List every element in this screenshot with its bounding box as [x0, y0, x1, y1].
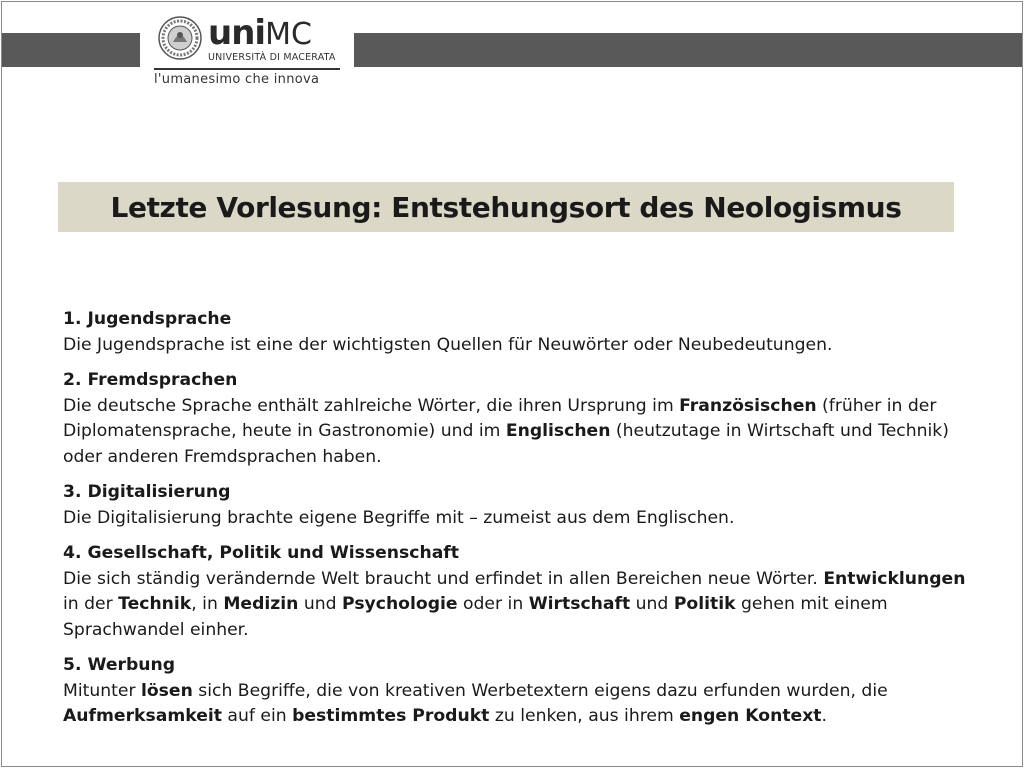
university-seal-icon	[158, 16, 202, 60]
brand-uni: uni	[208, 13, 266, 53]
item-heading: 1. Jugendsprache	[63, 309, 232, 329]
item-text: Die Digitalisierung brachte eigene Begriffe mit – zumeist aus dem Englischen.	[63, 507, 735, 528]
list-item	[63, 368, 968, 470]
item-text: und	[298, 594, 343, 614]
brand-mc: MC	[265, 17, 312, 52]
header-band-right	[354, 33, 1022, 67]
item-heading: 2. Fremdsprachen	[63, 370, 238, 390]
item-text: sich Begriffe, die von kreativen Werbetextern eigens dazu erfunden wurden, die	[192, 680, 888, 701]
item-text: Die sich ständig verändernde Welt braucht und erfindet in allen Bereichen neue Wörter.	[63, 568, 824, 589]
logo-tagline: l'umanesimo che innova	[154, 72, 320, 87]
item-heading: 4. Gesellschaft, Politik und Wissenschaft	[63, 543, 459, 563]
item-bold-text: lösen	[140, 680, 193, 701]
item-bold-text: Aufmerksamkeit	[63, 706, 222, 726]
brand-wordmark	[208, 13, 312, 53]
item-text: , in	[191, 594, 224, 614]
item-text: oder in	[457, 594, 529, 614]
item-bold-text: Politik	[673, 594, 736, 614]
list-item	[63, 480, 968, 531]
list-item	[63, 541, 968, 643]
item-text: Mitunter	[63, 680, 141, 701]
slide-title: Letzte Vorlesung: Entstehungsort des Neologismus	[110, 190, 902, 224]
item-text: Die Jugendsprache ist eine der wichtigsten Quellen für Neuwörter oder Neubedeutungen.	[63, 334, 833, 355]
item-text: .	[821, 706, 827, 726]
item-heading: 5. Werbung	[63, 655, 176, 675]
item-bold-text: bestimmtes Produkt	[292, 706, 490, 726]
item-bold-text: engen Kontext	[679, 706, 822, 726]
item-text: (früher in der Diplomatensprache, heute in Gastronomie) und im	[63, 395, 937, 441]
item-bold-text: Entwicklungen	[823, 568, 966, 589]
header-band-left	[2, 33, 140, 67]
item-bold-text: Technik	[118, 594, 192, 614]
list-item	[63, 653, 968, 730]
title-bar	[58, 182, 954, 232]
item-bold-text: Medizin	[223, 594, 299, 614]
item-text: auf ein	[221, 706, 293, 726]
item-text: gehen mit einem Sprachwandel einher.	[63, 594, 888, 640]
list-item	[63, 307, 968, 358]
item-bold-text: Wirtschaft	[528, 594, 631, 614]
item-text: und	[630, 594, 674, 614]
unimc-logo	[150, 12, 346, 92]
item-bold-text: Englischen	[505, 421, 611, 441]
item-text: zu lenken, aus ihrem	[489, 706, 680, 726]
item-bold-text: Psychologie	[342, 594, 458, 614]
item-text: Die deutsche Sprache enthält zahlreiche Wörter, die ihren Ursprung im	[63, 395, 680, 416]
item-heading: 3. Digitalisierung	[63, 482, 231, 502]
logo-divider	[154, 68, 340, 70]
item-text: (heutzutage in Wirtschaft und Technik) oder anderen Fremdsprachen haben.	[63, 421, 949, 467]
slide-content	[63, 307, 968, 740]
item-text: in der	[63, 594, 119, 614]
brand-subtitle: UNIVERSITÀ DI MACERATA	[208, 52, 336, 63]
item-bold-text: Französischen	[679, 395, 817, 416]
